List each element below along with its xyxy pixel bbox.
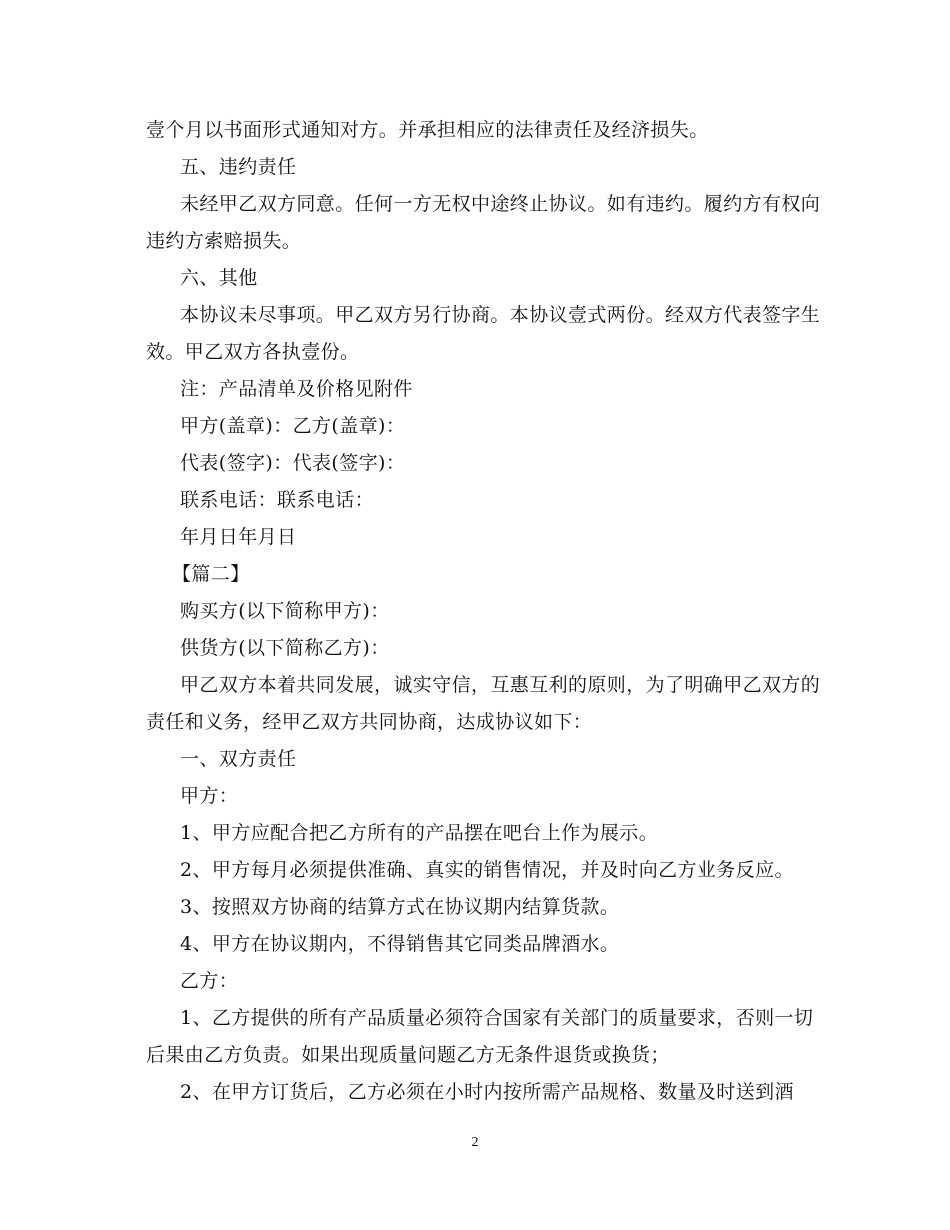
signature-line: 代表(签字)：代表(签字)： — [180, 452, 406, 474]
section-heading: 一、双方责任 — [180, 748, 297, 770]
text-line: 本协议未尽事项。甲乙双方另行协商。本协议壹式两份。经双方代表签字生 — [180, 304, 821, 326]
text-line: 效。甲乙双方各执壹份。 — [146, 341, 360, 363]
signature-line: 甲方(盖章)：乙方(盖章)： — [180, 415, 406, 437]
text-line: 壹个月以书面形式通知对方。并承担相应的法律责任及经济损失。 — [146, 119, 709, 141]
text-line: 甲乙双方本着共同发展，诚实守信，互惠互利的原则，为了明确甲乙双方的 — [180, 674, 821, 696]
section-heading: 六、其他 — [180, 267, 258, 289]
section-heading: 五、违约责任 — [180, 156, 297, 178]
list-item: 2、在甲方订货后，乙方必须在小时内按所需产品规格、数量及时送到酒 — [180, 1081, 794, 1103]
subheading: 甲方： — [180, 785, 239, 807]
page-number: 2 — [471, 1135, 479, 1150]
list-item: 1、甲方应配合把乙方所有的产品摆在吧台上作为展示。 — [180, 822, 659, 844]
part-heading: 【篇二】 — [172, 563, 250, 585]
text-line: 违约方索赔损失。 — [146, 230, 302, 252]
date-line: 年月日年月日 — [180, 526, 297, 548]
subheading: 乙方： — [180, 970, 239, 992]
list-item: 1、乙方提供的所有产品质量必须符合国家有关部门的质量要求，否则一切 — [180, 1007, 814, 1029]
list-item: 3、按照双方协商的结算方式在协议期内结算货款。 — [180, 896, 620, 918]
text-line: 未经甲乙双方同意。任何一方无权中途终止协议。如有违约。履约方有权向 — [180, 193, 821, 215]
list-item: 2、甲方每月必须提供准确、真实的销售情况，并及时向乙方业务反应。 — [180, 859, 794, 881]
text-line: 注：产品清单及价格见附件 — [180, 378, 413, 400]
text-line: 责任和义务，经甲乙双方共同协商，达成协议如下： — [146, 711, 593, 733]
list-item: 4、甲方在协议期内，不得销售其它同类品牌酒水。 — [180, 933, 620, 955]
party-line: 供货方(以下简称乙方)： — [180, 637, 390, 659]
text-line: 后果由乙方负责。如果出现质量问题乙方无条件退货或换货； — [146, 1044, 670, 1066]
party-line: 购买方(以下简称甲方)： — [180, 600, 390, 622]
contact-line: 联系电话：联系电话： — [180, 489, 375, 511]
